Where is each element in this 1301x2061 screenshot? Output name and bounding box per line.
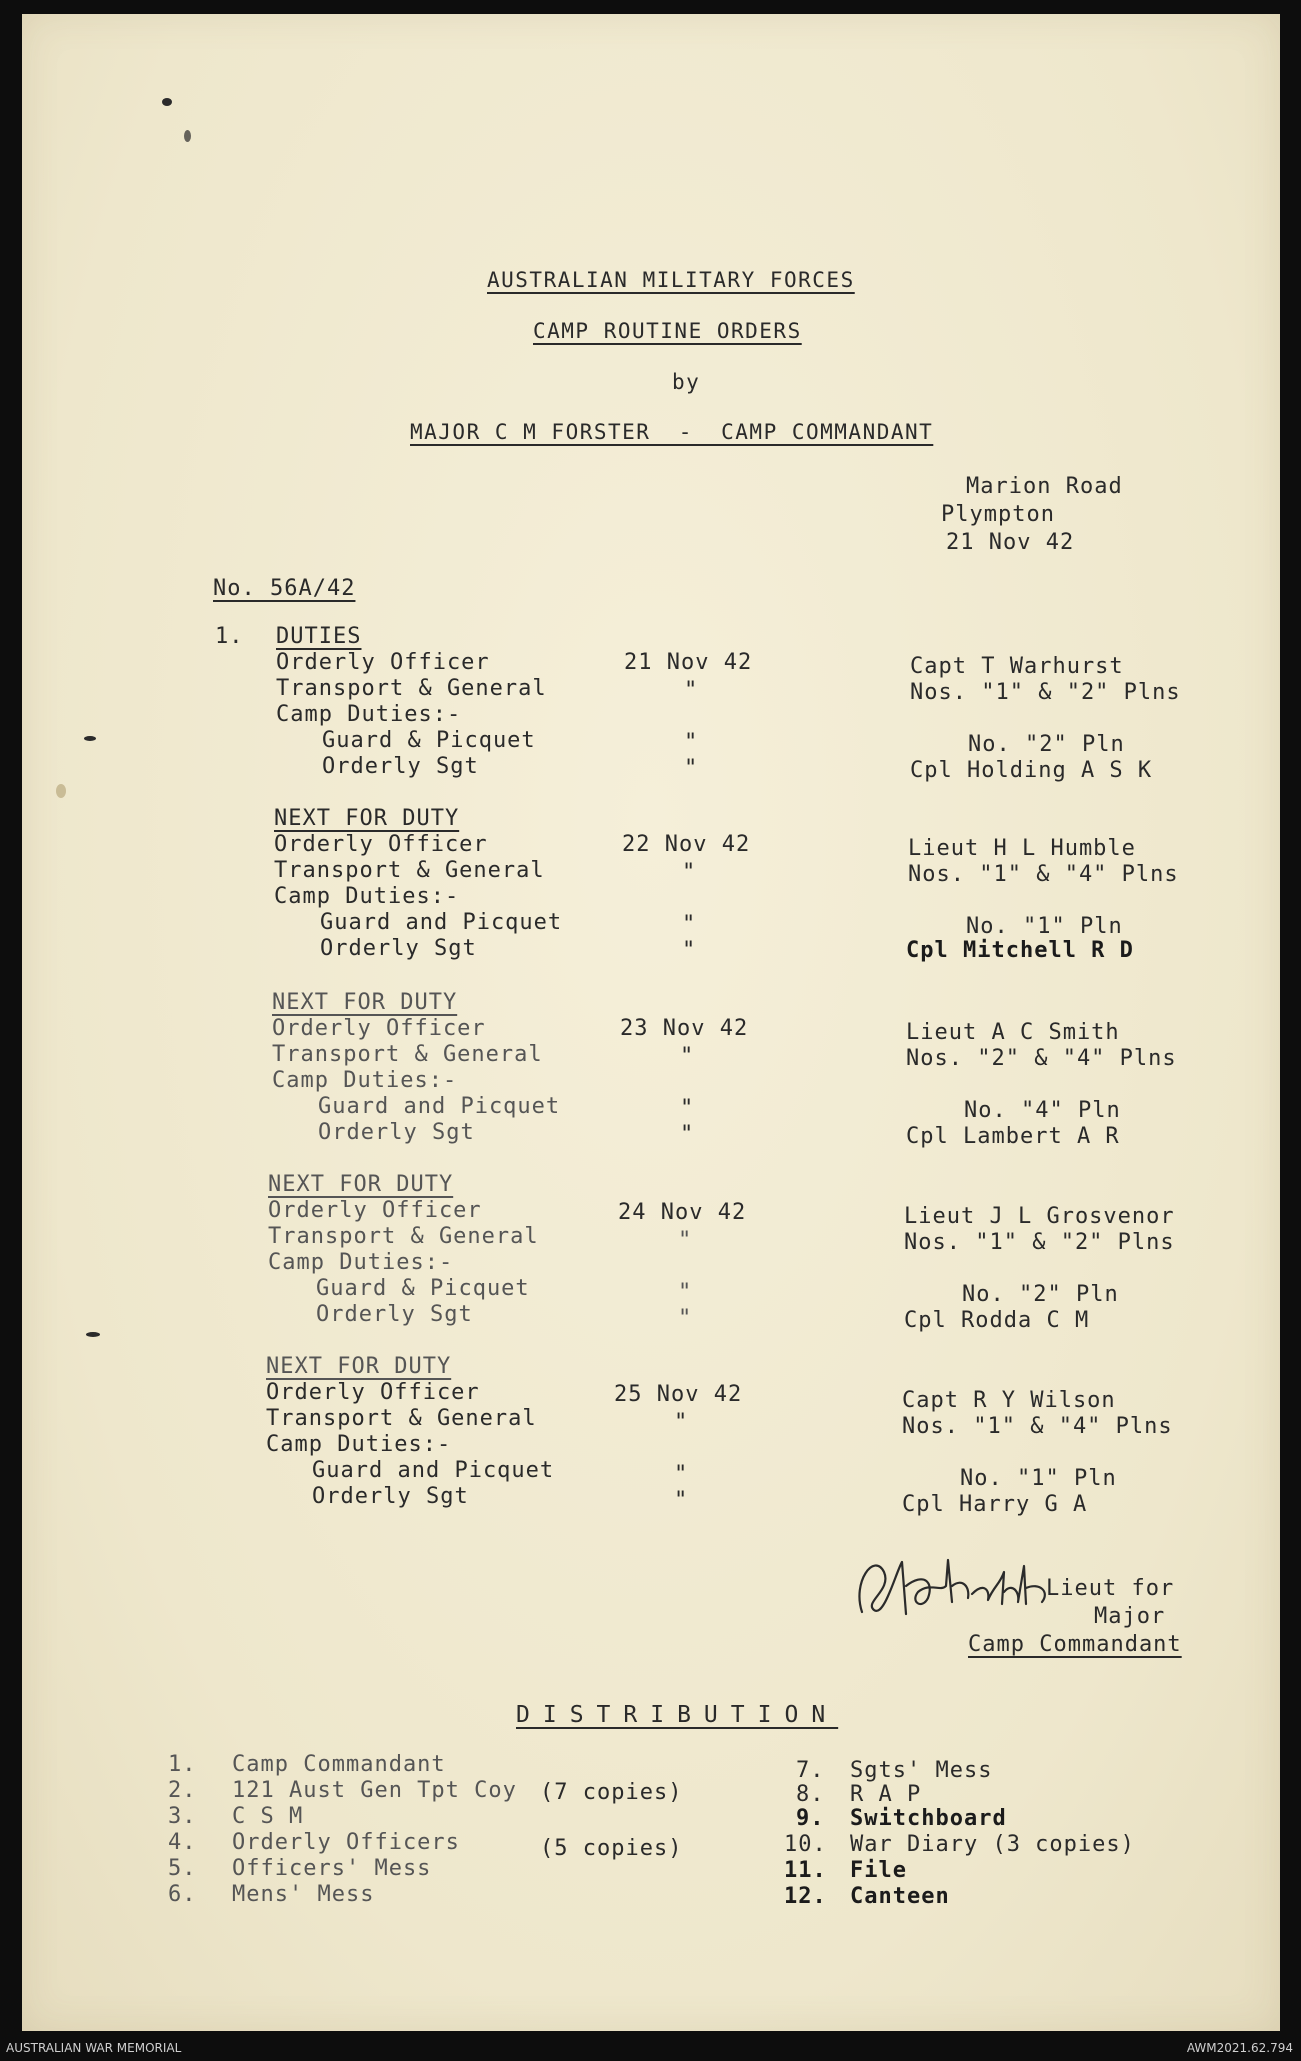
distribution-number: 6. <box>168 1882 197 1907</box>
distribution-number: 4. <box>168 1830 197 1855</box>
assignment-platoons: Nos. "2" & "4" Plns <box>906 1046 1177 1071</box>
document-page <box>22 14 1280 2031</box>
distribution-recipient: Canteen <box>850 1884 950 1909</box>
ditto-mark: " <box>682 912 697 937</box>
assignment-sgt: Cpl Rodda C M <box>904 1308 1090 1333</box>
duty-label: Orderly Sgt <box>318 1120 475 1145</box>
ditto-mark: " <box>674 1488 689 1513</box>
org-heading: AUSTRALIAN MILITARY FORCES <box>487 268 855 292</box>
distribution-number: 9. <box>796 1806 825 1831</box>
duty-label: Orderly Officer <box>272 1016 486 1041</box>
duty-label: Orderly Officer <box>274 832 488 857</box>
distribution-recipient: War Diary (3 copies) <box>850 1832 1135 1857</box>
address-line: Marion Road <box>966 474 1123 499</box>
ditto-mark: " <box>682 860 697 885</box>
paper-spot <box>56 784 66 798</box>
ditto-mark: " <box>680 1122 695 1147</box>
duty-label: Guard & Picquet <box>322 728 536 753</box>
duty-label: Transport & General <box>266 1406 537 1431</box>
assignment-platoons: Nos. "1" & "2" Plns <box>904 1230 1175 1255</box>
assignment-sgt: Cpl Harry G A <box>902 1492 1088 1517</box>
signature-text: Lieut for <box>1046 1576 1175 1601</box>
distribution-number: 7. <box>796 1758 825 1783</box>
duty-label: Transport & General <box>272 1042 543 1067</box>
ditto-mark: " <box>674 1410 689 1435</box>
ink-blot <box>84 736 96 741</box>
duty-label: Transport & General <box>276 676 547 701</box>
duty-label: Orderly Officer <box>268 1198 482 1223</box>
distribution-number: 5. <box>168 1856 197 1881</box>
ditto-mark: " <box>680 1096 695 1121</box>
duty-label: Guard and Picquet <box>320 910 563 935</box>
distribution-number: 10. <box>784 1832 827 1857</box>
ditto-mark: " <box>682 938 697 963</box>
assignment-officer: Lieut A C Smith <box>906 1020 1120 1045</box>
assignment-platoons: Nos. "1" & "2" Plns <box>910 680 1181 705</box>
assignment-platoon: No. "2" Pln <box>968 732 1125 757</box>
signature-rank: Major <box>1094 1604 1166 1629</box>
ditto-mark: " <box>678 1228 693 1253</box>
assignment-platoon: No. "1" Pln <box>960 1466 1117 1491</box>
duty-label: Orderly Officer <box>276 650 490 675</box>
distribution-number: 12. <box>784 1884 827 1909</box>
duty-date: 23 Nov 42 <box>620 1016 749 1041</box>
distribution-recipient: Orderly Officers <box>232 1830 460 1855</box>
duty-label: Camp Duties:- <box>272 1068 458 1093</box>
duty-label: Camp Duties:- <box>266 1432 452 1457</box>
orders-title: CAMP ROUTINE ORDERS <box>533 319 802 343</box>
distribution-number: 1. <box>168 1752 197 1777</box>
ditto-mark: " <box>684 756 699 781</box>
issuer-line: MAJOR C M FORSTER - CAMP COMMANDANT <box>410 420 934 444</box>
duty-label: Orderly Officer <box>266 1380 480 1405</box>
archive-credit: AUSTRALIAN WAR MEMORIAL <box>6 2041 182 2055</box>
by-text: by <box>672 370 701 394</box>
duty-label: Transport & General <box>268 1224 539 1249</box>
duty-label: Transport & General <box>274 858 545 883</box>
duty-label: Guard and Picquet <box>312 1458 555 1483</box>
ink-blot <box>86 1332 100 1337</box>
duty-label: Guard and Picquet <box>318 1094 561 1119</box>
address-date: 21 Nov 42 <box>946 530 1075 555</box>
distribution-recipient: R A P <box>850 1782 922 1807</box>
assignment-officer: Capt R Y Wilson <box>902 1388 1116 1413</box>
distribution-number: 8. <box>796 1782 825 1807</box>
duty-label: Orderly Sgt <box>316 1302 473 1327</box>
distribution-recipient: Camp Commandant <box>232 1752 446 1777</box>
ditto-mark: " <box>678 1280 693 1305</box>
assignment-sgt: Cpl Mitchell R D <box>906 938 1134 963</box>
ditto-mark: " <box>674 1462 689 1487</box>
duty-label: Guard & Picquet <box>316 1276 530 1301</box>
assignment-platoons: Nos. "1" & "4" Plns <box>908 862 1179 887</box>
ditto-mark: " <box>678 1306 693 1331</box>
ditto-mark: " <box>680 1044 695 1069</box>
section-number: 1. <box>215 624 244 649</box>
duty-label: Orderly Sgt <box>312 1484 469 1509</box>
distribution-recipient: File <box>850 1858 907 1883</box>
distribution-recipient: Sgts' Mess <box>850 1758 993 1783</box>
distribution-number: 2. <box>168 1778 197 1803</box>
duty-date: 22 Nov 42 <box>622 832 751 857</box>
address-line: Plympton <box>941 502 1055 527</box>
order-number: No. 56A/42 <box>213 576 356 601</box>
duty-date: 21 Nov 42 <box>624 650 753 675</box>
assignment-platoon: No. "1" Pln <box>966 914 1123 939</box>
duty-label: Orderly Sgt <box>320 936 477 961</box>
assignment-sgt: Cpl Lambert A R <box>906 1124 1120 1149</box>
section-title: DUTIES <box>276 624 362 649</box>
archive-id: AWM2021.62.794 <box>1186 2041 1293 2055</box>
assignment-platoon: No. "2" Pln <box>962 1282 1119 1307</box>
distribution-recipient: 121 Aust Gen Tpt Coy <box>232 1778 517 1803</box>
duty-date: 24 Nov 42 <box>618 1200 747 1225</box>
distribution-number: 11. <box>784 1858 827 1883</box>
assignment-officer: Lieut J L Grosvenor <box>904 1204 1175 1229</box>
next-for-duty-heading: NEXT FOR DUTY <box>272 990 458 1015</box>
distribution-recipient: Officers' Mess <box>232 1856 432 1881</box>
distribution-title: DISTRIBUTION <box>516 1702 839 1728</box>
assignment-sgt: Cpl Holding A S K <box>910 758 1153 783</box>
distribution-recipient: Switchboard <box>850 1806 1007 1831</box>
signature-role: Camp Commandant <box>968 1632 1182 1657</box>
ditto-mark: " <box>684 678 699 703</box>
ink-blot <box>162 98 172 106</box>
distribution-copies: (7 copies) <box>540 1780 683 1805</box>
distribution-copies: (5 copies) <box>540 1836 683 1861</box>
duty-label: Camp Duties:- <box>268 1250 454 1275</box>
next-for-duty-heading: NEXT FOR DUTY <box>266 1354 452 1379</box>
next-for-duty-heading: NEXT FOR DUTY <box>268 1172 454 1197</box>
ink-blot <box>184 130 191 142</box>
assignment-officer: Capt T Warhurst <box>910 654 1124 679</box>
assignment-officer: Lieut H L Humble <box>908 836 1136 861</box>
assignment-platoon: No. "4" Pln <box>964 1098 1121 1123</box>
duty-label: Orderly Sgt <box>322 754 479 779</box>
duty-date: 25 Nov 42 <box>614 1382 743 1407</box>
next-for-duty-heading: NEXT FOR DUTY <box>274 806 460 831</box>
duty-label: Camp Duties:- <box>276 702 462 727</box>
duty-label: Camp Duties:- <box>274 884 460 909</box>
ditto-mark: " <box>684 730 699 755</box>
distribution-number: 3. <box>168 1804 197 1829</box>
distribution-recipient: Mens' Mess <box>232 1882 375 1907</box>
distribution-recipient: C S M <box>232 1804 304 1829</box>
assignment-platoons: Nos. "1" & "4" Plns <box>902 1414 1173 1439</box>
